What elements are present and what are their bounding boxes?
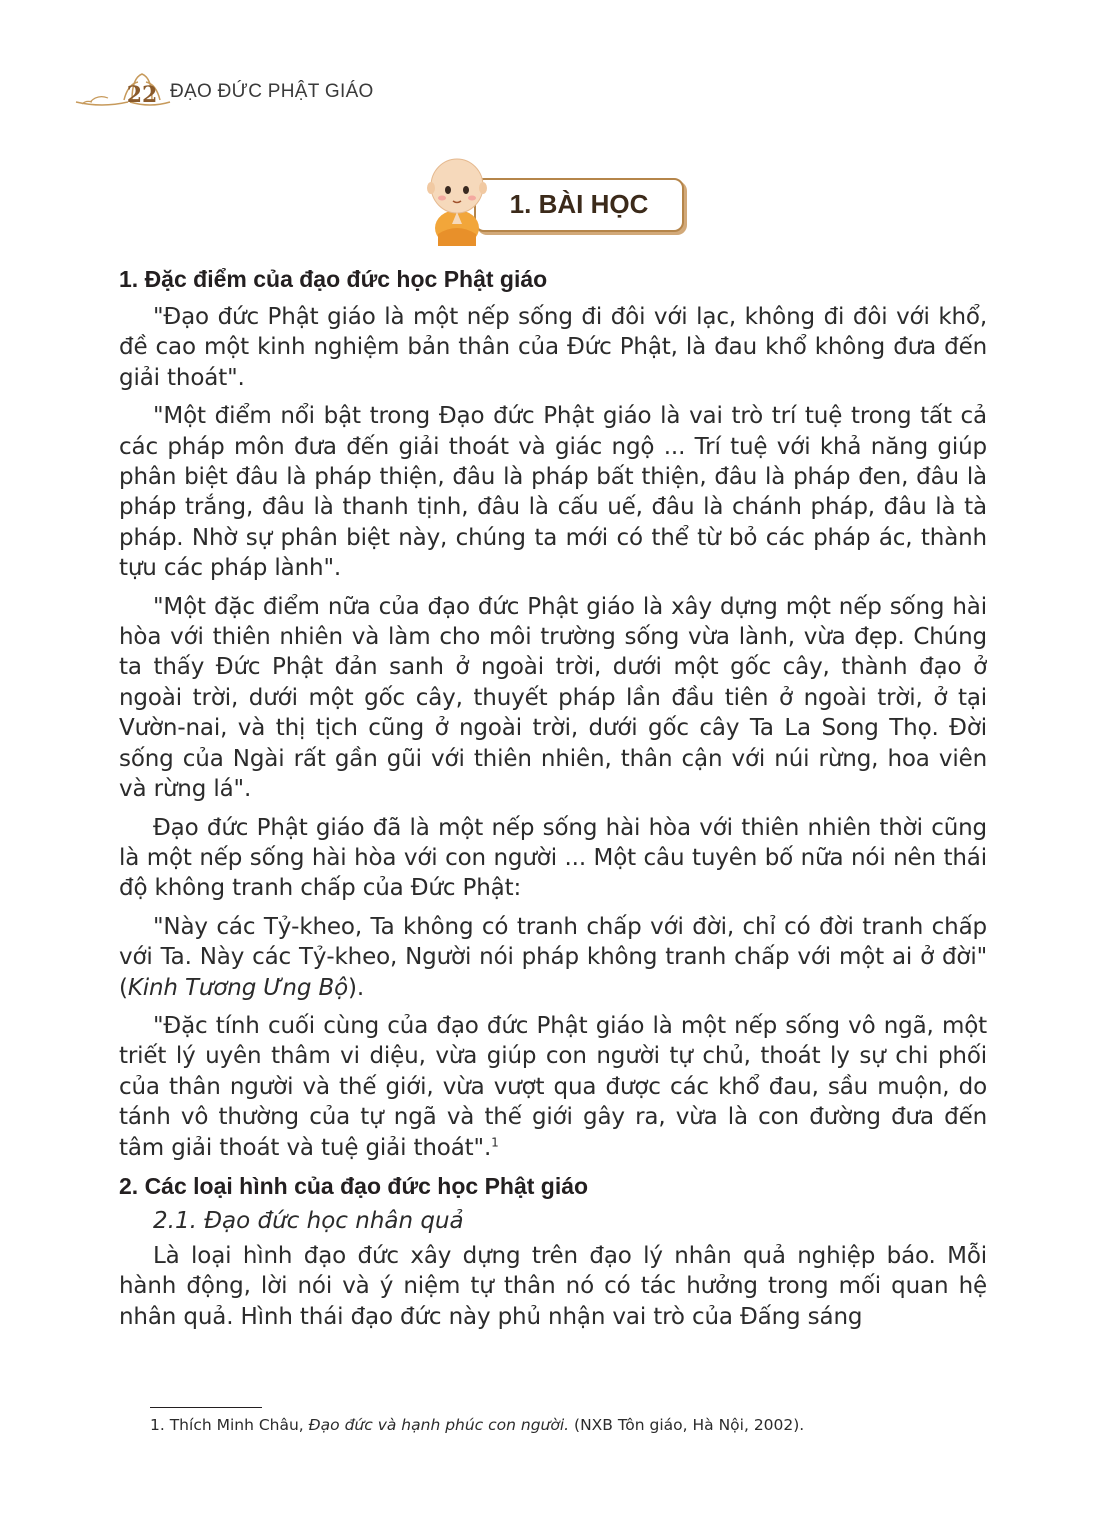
running-header xyxy=(72,72,392,112)
footnote-suffix: (NXB Tôn giáo, Hà Nội, 2002). xyxy=(569,1416,805,1434)
paragraph: Đạo đức Phật giáo đã là một nếp sống hài hòa với thiên nhiên thời cũng là một nếp sống hài hòa với con người ... Một câu tuyên bố nữa nói nên thái độ không tranh chấp của Đức Phật: xyxy=(119,814,987,902)
footnote xyxy=(150,1414,980,1436)
little-monk-icon xyxy=(422,152,492,248)
footnote-divider xyxy=(150,1407,262,1408)
quote-paragraph xyxy=(119,912,987,1003)
page-number: 22 xyxy=(126,82,158,108)
footnote-prefix: 1. Thích Minh Châu, xyxy=(150,1416,309,1434)
quote-text: "Này các Tỷ-kheo, Ta không có tranh chấp với đời, chỉ có đời tranh chấp với Ta. Này các Tỷ-kheo, Người nói pháp không tranh chấp với một ai ở đời" ( xyxy=(119,913,987,1001)
book-title: ĐẠO ĐỨC PHẬT GIÁO xyxy=(170,81,374,102)
quote-source: Kinh Tương Ưng Bộ xyxy=(127,974,349,1001)
footnote-reference[interactable]: 1 xyxy=(491,1134,499,1149)
paragraph: "Một đặc điểm nữa của đạo đức Phật giáo là xây dựng một nếp sống hài hòa với thiên nhiên và làm cho môi trường sống vừa lành, vừa đẹp. Chúng ta thấy Đức Phật đản sanh ở ngoài trời, dưới một gốc cây, thành đạo ở ngoài trời, dưới một gốc cây, thuyết pháp lần đầu tiên ở ngoài trời, ở tại Vườn-nai, và thị tịch cũng ở ngoài trời, dưới gốc cây Ta La Song Thọ. Đời sống của Ngài rất gần gũi với thiên nhiên, thân cận với núi rừng, hoa viên và rừng lá". xyxy=(119,593,987,803)
section-2-heading: 2. Các loại hình của đạo đức học Phật giáo xyxy=(119,1172,589,1199)
paragraph xyxy=(119,1011,987,1163)
subsection-heading: 2.1. Đạo đức học nhân quả xyxy=(153,1207,464,1234)
last-paragraph-text: "Đặc tính cuối cùng của đạo đức Phật giáo là một nếp sống vô ngã, một triết lý uyên thâm vi diệu, vừa giúp con người tự chủ, thoát ly sự chi phối của thân người và thế giới, vừa vượt qua được các khổ đau, sầu muộn, do tánh vô thường của tự ngã và thế giới gây ra, vừa là con đường đưa đến tâm giải thoát và tuệ giải thoát". xyxy=(119,1012,987,1161)
badge-title: 1. BÀI HỌC xyxy=(509,189,649,219)
paragraph: Là loại hình đạo đức xây dựng trên đạo lý nhân quả nghiệp báo. Mỗi hành động, lời nói và ý niệm tự thân nó có tác hưởng trong mối quan hệ nhân quả. Hình thái đạo đức này phủ nhận vai trò của Đấng sáng xyxy=(119,1242,987,1330)
section-1-heading: 1. Đặc điểm của đạo đức học Phật giáo xyxy=(119,266,548,292)
lesson-badge xyxy=(422,152,684,248)
footnote-title: Đạo đức và hạnh phúc con người. xyxy=(308,1416,570,1434)
page-content xyxy=(119,262,987,1340)
quote-end: ). xyxy=(348,974,365,1001)
paragraph: "Một điểm nổi bật trong Đạo đức Phật giáo là vai trò trí tuệ trong tất cả các pháp môn đưa đến giải thoát và giác ngộ ... Trí tuệ với khả năng giúp phân biệt đâu là pháp thiện, đâu là pháp bất thiện, đâu là pháp đen, đâu là pháp trắng, đâu là thanh tịnh, đâu là cấu uế, đâu là chánh pháp, đâu là tà pháp. Nhờ sự phân biệt này, chúng ta mới có thể từ bỏ các pháp ác, thành tựu các pháp lành". xyxy=(119,403,987,582)
paragraph: "Đạo đức Phật giáo là một nếp sống đi đôi với lạc, không đi đôi với khổ, đề cao một kinh nghiệm bản thân của Đức Phật, là đau khổ không đưa đến giải thoát". xyxy=(119,304,987,391)
